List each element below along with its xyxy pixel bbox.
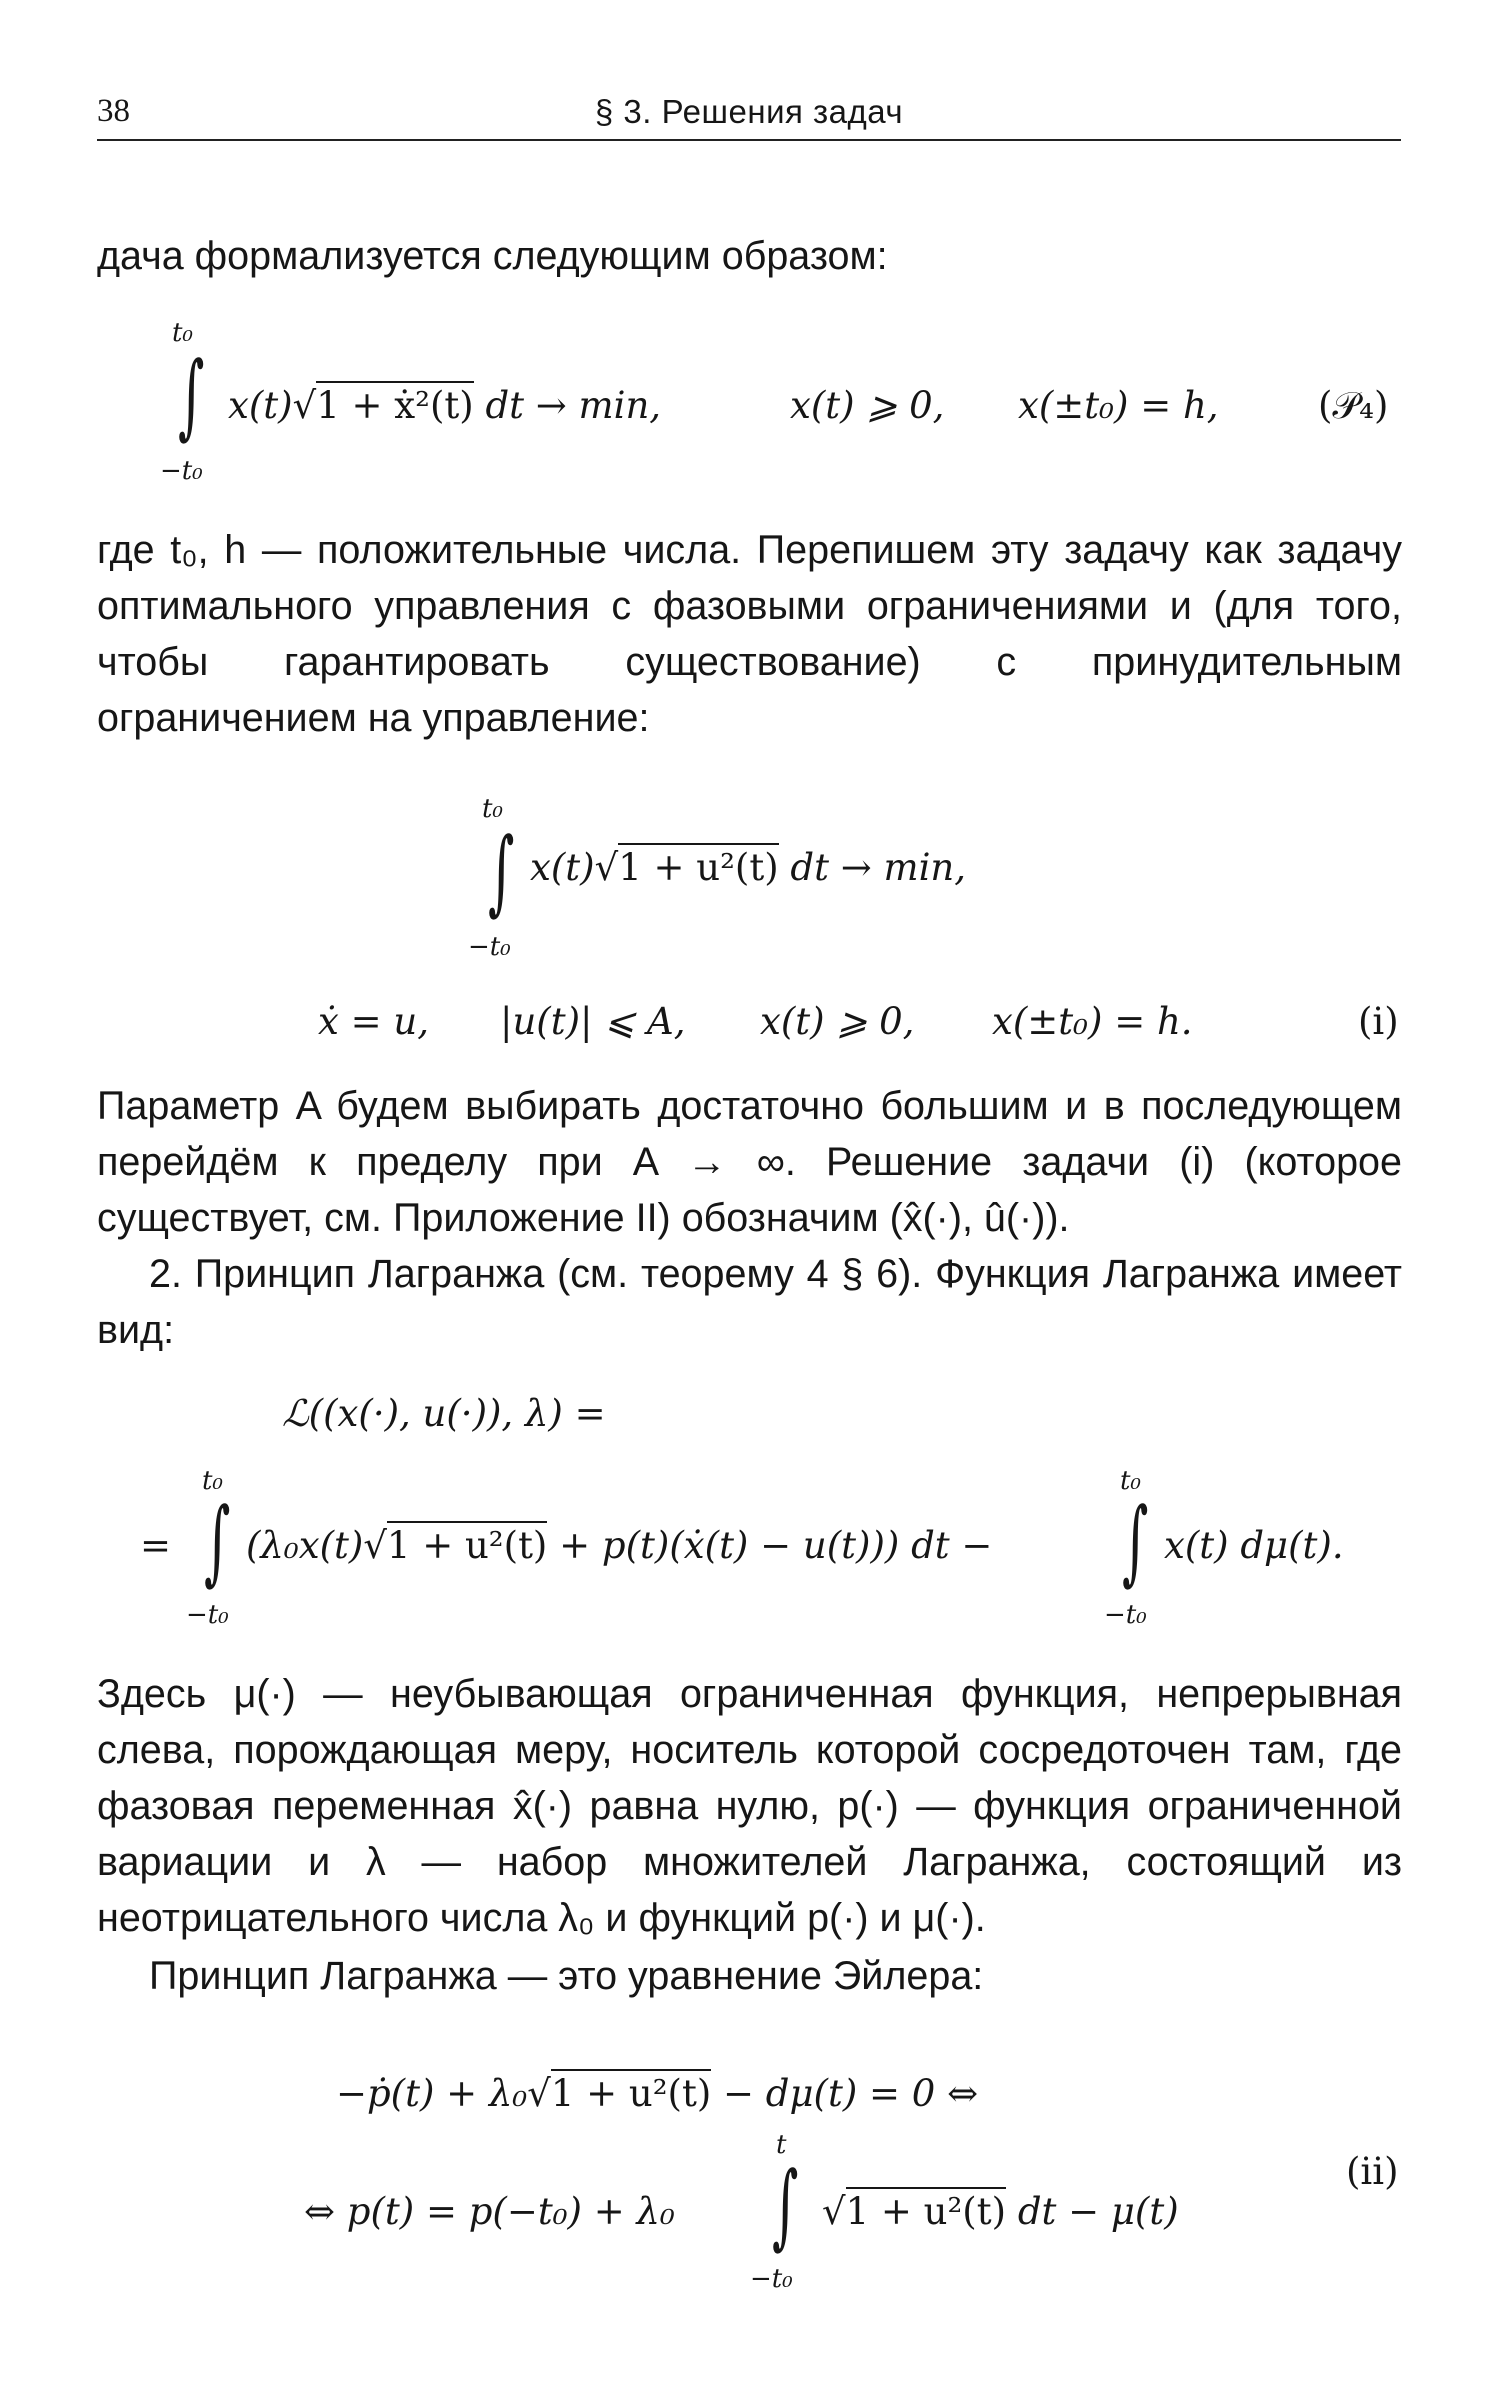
ii-lower-limit: −t₀	[750, 2264, 793, 2294]
lagrangian-lower-limit-1: −t₀	[186, 1600, 229, 1630]
lagrangian-integral-sign-1: ∫	[204, 1488, 231, 1595]
paragraph-lagrange: 2. Принцип Лагранжа (см. теорему 4 § 6). Функция Лагранжа имеет вид:	[97, 1252, 1402, 1352]
paragraph-measure: Здесь μ(·) — неубывающая ограниченная функция, непрерывная слева, порождающая меру, носитель которой сосредоточен там, где фазовая переменная x̂(·) равна нулю, p(·) — функция ограниченной вариации и λ — набор множителей Лагранжа, состоящий из неотрицательного числа λ₀ и функций p(·) и μ(·).	[97, 1672, 1402, 1940]
ii-line-2-integrand: √1 + u²(t) dt − μ(t)	[822, 2190, 1179, 2233]
paragraph-parameter: Параметр A будем выбирать достаточно большим и в последующем перейдём к пределу при A → ∞. Решение задачи (i) (которое существует, см. Приложение II) обозначим (x̂(·), û(·)).	[97, 1084, 1402, 1240]
ii-integral-sign: ∫	[772, 2152, 799, 2259]
i-integrand: x(t)√1 + u²(t) dt → min,	[530, 846, 966, 889]
i-state-constraint: x(t) ⩾ 0,	[760, 1000, 915, 1043]
ii-line-1: −ṗ(t) + λ₀√1 + u²(t) − dμ(t) = 0 ⇔	[336, 2072, 978, 2115]
ii-line-2-lhs: ⇔ p(t) = p(−t₀) + λ₀	[304, 2190, 675, 2233]
lagrangian-equals: =	[140, 1524, 172, 1567]
ii-upper-limit: t	[776, 2130, 787, 2160]
lagrangian-upper-limit-1: t₀	[202, 1466, 223, 1496]
lagrangian-upper-limit-2: t₀	[1120, 1466, 1141, 1496]
paragraph-euler: Принцип Лагранжа — это уравнение Эйлера:	[149, 1954, 984, 1998]
ii-label: (ii)	[1346, 2150, 1399, 2193]
lagrangian-integrand-2: x(t) dμ(t).	[1164, 1524, 1344, 1567]
paragraph-intro: дача формализуется следующим образом:	[97, 234, 888, 278]
i-upper-limit: t₀	[482, 794, 503, 824]
i-dynamics: ẋ = u,	[318, 1000, 429, 1043]
p4-integrand: x(t)√1 + ẋ²(t) dt → min,	[228, 384, 661, 427]
p4-constraint-positive: x(t) ⩾ 0,	[790, 384, 945, 427]
page-number: 38	[97, 93, 130, 129]
running-head: § 3. Решения задач	[594, 93, 904, 130]
paragraph-reformulation: где t₀, h — положительные числа. Перепишем эту задачу как задачу оптимального управления с фазовыми ограничениями и (для того, чтобы гарантировать существование) с принудительным ограничением на управление:	[97, 528, 1402, 740]
lagrangian-lhs: ℒ((x(·), u(·)), λ) =	[282, 1392, 606, 1435]
p4-lower-limit: −t₀	[160, 456, 203, 486]
i-lower-limit: −t₀	[468, 932, 511, 962]
i-control-bound: |u(t)| ⩽ A,	[500, 1000, 686, 1043]
page-header	[97, 93, 1401, 141]
p4-label: (𝒫₄)	[1318, 384, 1389, 427]
lagrangian-lower-limit-2: −t₀	[1104, 1600, 1147, 1630]
lagrangian-integrand-1: (λ₀x(t)√1 + u²(t) + p(t)(ẋ(t) − u(t))) dt −	[246, 1524, 992, 1567]
p4-upper-limit: t₀	[172, 318, 193, 348]
i-boundary: x(±t₀) = h.	[992, 1000, 1193, 1043]
p4-constraint-boundary: x(±t₀) = h,	[1018, 384, 1219, 427]
p4-integral-sign: ∫	[178, 342, 205, 449]
i-integral-sign: ∫	[488, 818, 515, 925]
i-label: (i)	[1358, 1000, 1399, 1043]
lagrangian-integral-sign-2: ∫	[1122, 1488, 1149, 1595]
